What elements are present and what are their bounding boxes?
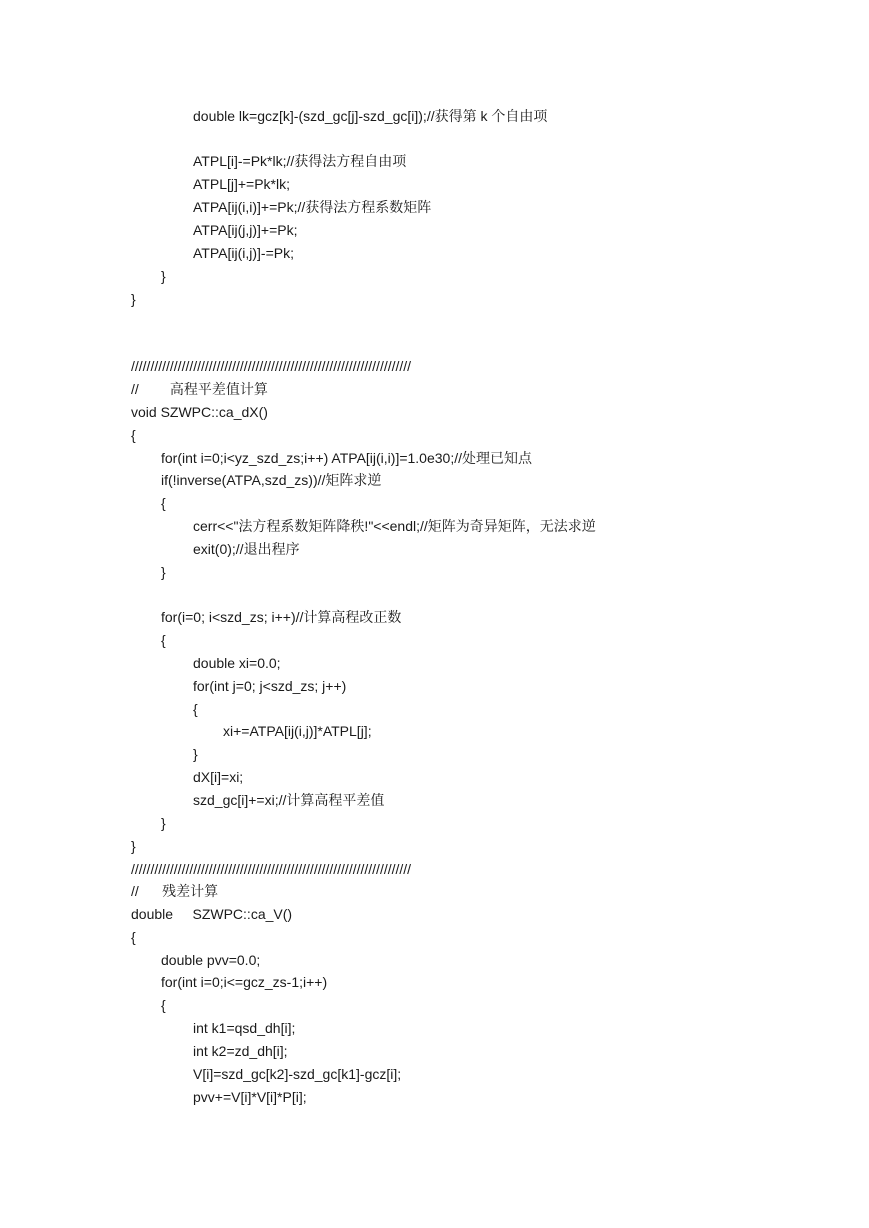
code-line: } (131, 838, 136, 854)
separator-line: //////////////////////////////////////////////////////////////////////// (131, 861, 412, 877)
code-line: V[i]=szd_gc[k2]-szd_gc[k1]-gcz[i]; (193, 1066, 402, 1082)
code-line: xi+=ATPA[ij(i,j)]*ATPL[j]; (223, 723, 372, 739)
code-line: if(!inverse(ATPA,szd_zs))//矩阵求逆 (161, 472, 382, 488)
code-line: ATPL[i]-=Pk*lk;//获得法方程自由项 (193, 153, 407, 169)
code-line: } (161, 815, 166, 831)
code-line: for(i=0; i<szd_zs; i++)//计算高程改正数 (161, 609, 402, 625)
code-line: double SZWPC::ca_V() (131, 906, 293, 922)
separator-line: //////////////////////////////////////////////////////////////////////// (131, 358, 412, 374)
code-line: ATPL[j]+=Pk*lk; (193, 176, 291, 192)
code-line: double lk=gcz[k]-(szd_gc[j]-szd_gc[i]);//获得第 k 个自由项 (193, 108, 548, 124)
code-line: double pvv=0.0; (161, 952, 261, 968)
code-line: } (131, 291, 136, 307)
code-line: { (161, 632, 166, 648)
code-line: } (161, 268, 166, 284)
code-line: cerr<<"法方程系数矩阵降秩!"<<endl;//矩阵为奇异矩阵，无法求逆 (193, 518, 596, 534)
code-line: for(int i=0;i<yz_szd_zs;i++) ATPA[ij(i,i)]=1.0e30;//处理已知点 (161, 450, 532, 466)
code-line: pvv+=V[i]*V[i]*P[i]; (193, 1089, 307, 1105)
code-line: szd_gc[i]+=xi;//计算高程平差值 (193, 792, 385, 808)
code-line: dX[i]=xi; (193, 769, 244, 785)
section-comment: // 残差计算 (131, 883, 219, 899)
code-line: int k2=zd_dh[i]; (193, 1043, 288, 1059)
code-line: for(int i=0;i<=gcz_zs-1;i++) (161, 974, 328, 990)
code-line: } (161, 564, 166, 580)
code-line: ATPA[ij(i,i)]+=Pk;//获得法方程系数矩阵 (193, 199, 432, 215)
code-line: { (161, 495, 166, 511)
code-line: double xi=0.0; (193, 655, 281, 671)
code-line: { (131, 427, 136, 443)
code-line: { (193, 701, 198, 717)
section-comment: // 高程平差值计算 (131, 381, 268, 397)
code-line: void SZWPC::ca_dX() (131, 404, 268, 420)
code-line: { (161, 997, 166, 1013)
code-line: ATPA[ij(i,j)]-=Pk; (193, 245, 294, 261)
code-line: { (131, 929, 136, 945)
code-line: } (193, 746, 198, 762)
code-line: ATPA[ij(j,j)]+=Pk; (193, 222, 298, 238)
code-line: for(int j=0; j<szd_zs; j++) (193, 678, 347, 694)
code-line: exit(0);//退出程序 (193, 541, 300, 557)
code-line: int k1=qsd_dh[i]; (193, 1020, 296, 1036)
